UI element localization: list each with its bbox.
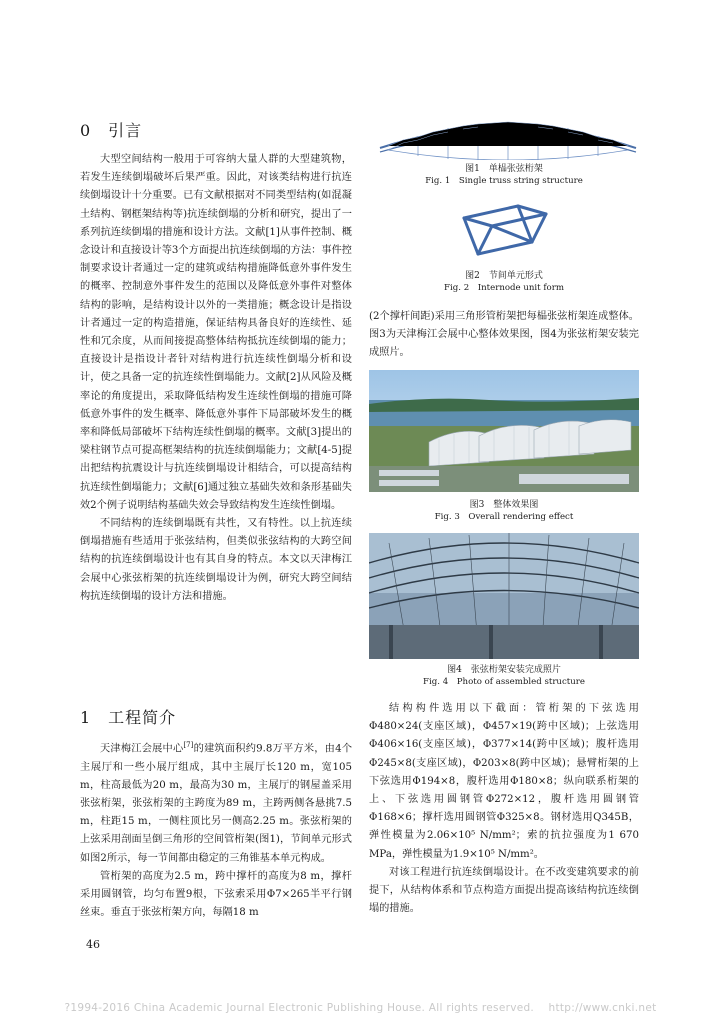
figure-4-caption	[369, 664, 639, 688]
design-intro-paragraph: 对该工程进行抗连续倒塌设计。在不改变建筑要求的前提下，从结构体系和节点构造方面提出提高该结构抗连续倒塌的措施。	[369, 866, 639, 915]
figure-4-caption-cn: 图4 张弦桁架安装完成照片	[447, 665, 561, 675]
member-sections-paragraph: 结构构件选用以下截面：管桁架的下弦选用Φ480×24(支座区域)，Φ457×19(跨中区域)；上弦选用Φ406×16(支座区域)，Φ377×14(跨中区域)；腹杆选用Φ245×8(支座区域)，Φ203×8(跨中区域)；悬臂桁架的上下弦选用Φ194×8，腹杆选用Φ180×8；纵向联系桁架的上、下弦选用圆钢管Φ272×12，腹杆选用圆钢管Φ168×6；撑杆选用圆钢管Φ325×8。钢材选用Q345B，弹性模量为2.06×10⁵ N/mm²；索的抗拉强度为1 670 MPa，弹性模量为1.9×10⁵ N/mm²。	[369, 703, 639, 860]
project-paragraph-1	[80, 736, 352, 868]
figure-3-caption-cn: 图3 整体效果图	[469, 500, 539, 510]
section-1-heading: 1 工程简介	[80, 708, 177, 727]
reference-7: [7]	[183, 741, 194, 749]
figure-1-caption-cn: 图1 单榀张弦桁架	[465, 164, 543, 174]
figure-2-caption	[369, 270, 639, 294]
project-paragraph-1-start: 天津梅江会展中心	[100, 743, 184, 755]
project-paragraph-continued: (2个撑杆间距)采用三角形管桁架把每榀张弦桁架连成整体。图3为天津梅江会展中心整体效果图，图4为张弦桁架安装完成照片。	[369, 311, 639, 359]
figure-1-caption-en: Fig. 1 Single truss string structure	[425, 176, 583, 186]
section-0-heading: 0 引言	[80, 121, 143, 140]
figure-1-caption	[369, 163, 639, 187]
figure-4-caption-en: Fig. 4 Photo of assembled structure	[423, 677, 585, 687]
project-paragraph-1-rest: 的建筑面积约9.8万平方米，由4个主展厅和一些小展厅组成，其中主展厅长120 m，宽105 m，柱高最低为20 m，最高为30 m，主展厅的钢屋盖采用张弦桁架，张弦桁架的主跨度为89 m，主跨两侧各悬挑7.5 m，柱距15 m，一侧柱顶比另一侧高2.25 m。张弦桁架的上弦采用剖面呈倒三角形的空间管桁架(图1)，节间单元形式如图2所示，每一节间都由稳定的三角锥基本单元构成。	[80, 743, 353, 864]
intro-paragraph-2: 不同结构的连续倒塌既有共性，又有特性。以上抗连续倒塌措施有些适用于张弦结构，但类似张弦结构的大跨空间结构的抗连续倒塌设计也有其自身的特点。本文以天津梅江会展中心张弦桁架的抗连续倒塌设计为例，研究大跨空间结构抗连续倒塌的设计方法和措施。	[80, 518, 352, 602]
figure-3-caption-en: Fig. 3 Overall rendering effect	[434, 512, 574, 522]
section-1-body	[80, 736, 352, 922]
figure-2-caption-cn: 图2 节间单元形式	[465, 271, 543, 281]
figure-2-caption-en: Fig. 2 Internode unit form	[444, 283, 564, 293]
copyright-footer: ?1994-2016 China Academic Journal Electronic Publishing House. All rights reserved. http://www.cnki.net	[64, 1002, 657, 1014]
figure-3-rendering-image	[369, 370, 639, 492]
project-paragraph-2: 管桁架的高度为2.5 m，跨中撑杆的高度为8 m，撑杆采用圆钢管，均匀布置9根，下弦索采用Φ7×265半平行钢丝束。垂直于张弦桁架方向，每隔18 m	[80, 870, 352, 919]
figure-2-unit-drawing	[458, 200, 552, 260]
intro-paragraph-1: 大型空间结构一般用于可容纳大量人群的大型建筑物，若发生连续倒塌破坏后果严重。因此，对该类结构进行抗连续倒塌设计十分重要。已有文献根据对不同类型结构(如混凝土结构、钢框架结构等)抗连续倒塌的分析和研究，提出了一系列抗连续倒塌的措施和设计方法。文献[1]从事件控制、概念设计和直接设计等3个方面提出抗连续倒塌的方法：事件控制要求设计者通过一定的建筑或结构措施降低意外事件发生的概率、控制意外事件发生的范围以及降低意外事件对整体结构的影响，是结构设计以外的一类措施；概念设计是指设计者通过一定的构造措施，保证结构具备良好的连续性、延性和冗余度，从而间接提高整体结构抵抗连续倒塌的能力；直接设计是指设计者针对结构进行抗连续性倒塌分析和设计，使之具备一定的抗连续性倒塌能力。文献[2]从风险及概率论的角度提出，采取降低结构发生连续性倒塌的措施可降低意外事件的发生概率、降低意外事件下局部破坏发生的概率和降低局部破坏下结构连续性倒塌的概率。文献[3]提出的梁柱钢节点可提高框架结构的抗连续倒塌能力；文献[4-5]提出把结构抗震设计与抗连续倒塌设计相结合，可以提高结构抗连续性倒塌能力；文献[6]通过独立基础失效和条形基础失效2个例子说明结构基础失效会导致结构发生连续性倒塌。	[80, 154, 352, 511]
figure-4-construction-photo	[369, 533, 639, 659]
section-0-body	[80, 151, 352, 606]
figure-1-truss-drawing	[378, 110, 638, 160]
right-column-text-1	[369, 308, 639, 363]
right-column-text-2	[369, 700, 639, 918]
page-number: 46	[86, 938, 100, 951]
figure-3-caption	[369, 499, 639, 523]
